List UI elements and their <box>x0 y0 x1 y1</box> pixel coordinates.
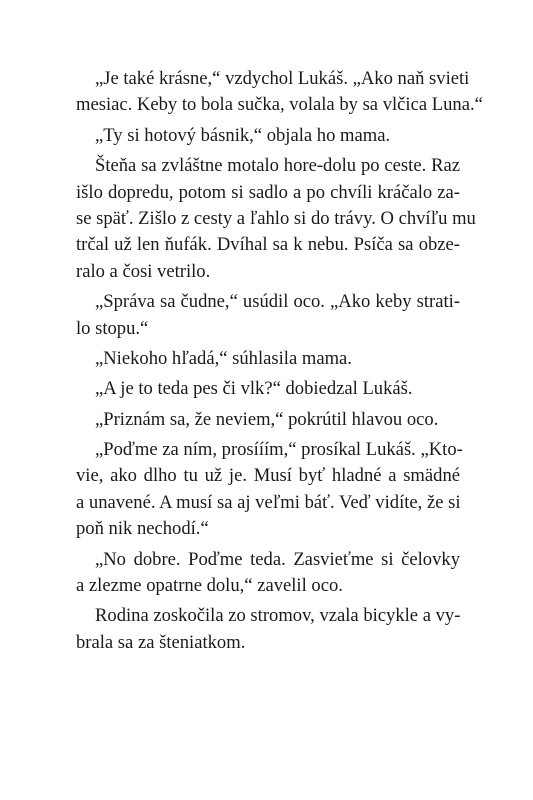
text-line: Šteňa sa zvláštne motalo hore-dolu po ceste. Raz <box>95 155 460 177</box>
text-line: a zlezme opatrne dolu,“ zavelil oco. <box>76 575 343 597</box>
text-line: „Je také krásne,“ vzdychol Lukáš. „Ako naň svieti <box>95 68 470 89</box>
text-line: „Správa sa čudne,“ usúdil oco. „Ako keby strati- <box>95 291 460 313</box>
text-line: „No dobre. Poďme teda. Zasvieťme si čelovky <box>95 548 460 570</box>
body-text <box>76 66 483 656</box>
text-line: a unavené. A musí sa aj veľmi báť. Veď vidíte, že si <box>76 491 461 513</box>
text-line: mesiac. Keby to bola sučka, volala by sa vlčica Luna.“ <box>76 94 483 116</box>
text-line: „Priznám sa, že neviem,“ pokrútil hlavou oco. <box>95 408 439 430</box>
text-line: trčal už len ňufák. Dvíhal sa k nebu. Psíča sa obze- <box>76 234 460 256</box>
text-line: „Ty si hotový básnik,“ objala ho mama. <box>95 124 391 146</box>
text-line: se späť. Zišlo z cesty a ľahlo si do trávy. O chvíľu mu <box>76 207 476 229</box>
text-line: vie, ako dlho tu už je. Musí byť hladné a smädné <box>76 465 460 487</box>
text-line: „A je to teda pes či vlk?“ dobiedzal Lukáš. <box>95 378 413 400</box>
text-line: „Niekoho hľadá,“ súhlasila mama. <box>95 347 352 369</box>
text-line: Rodina zoskočila zo stromov, vzala bicykle a vy- <box>95 605 461 627</box>
text-line: poň nik nechodí.“ <box>76 518 209 540</box>
text-line: brala sa za šteniatkom. <box>76 631 246 653</box>
text-line: išlo dopredu, potom si sadlo a po chvíli kráčalo za- <box>76 181 460 203</box>
text-line: lo stopu.“ <box>76 317 149 339</box>
text-line: „Poďme za ním, prosííím,“ prosíkal Lukáš. „Kto- <box>95 439 463 461</box>
text-line: ralo a čosi vetrilo. <box>76 260 211 282</box>
